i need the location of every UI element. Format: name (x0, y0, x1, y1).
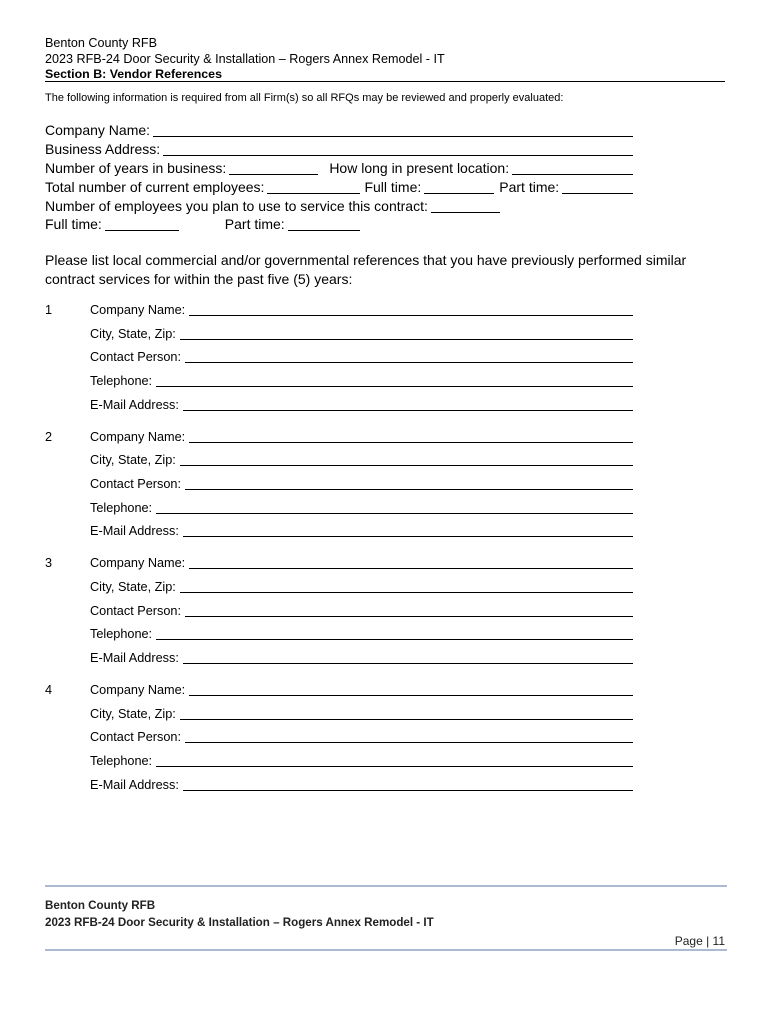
reference-3-e-mail-address-field[interactable] (183, 650, 633, 664)
reference-3-telephone-row (90, 626, 633, 650)
contract-employees-field[interactable] (431, 197, 500, 213)
reference-2-e-mail-address-row (90, 523, 633, 547)
city-state-zip-label: City, State, Zip: (90, 326, 176, 341)
telephone-label: Telephone: (90, 754, 153, 769)
reference-1-city-state-zip-field[interactable] (180, 326, 633, 340)
reference-2-telephone-field[interactable] (156, 500, 633, 514)
contract-staffing-row (45, 215, 633, 234)
reference-3-city-state-zip-row (90, 579, 633, 603)
references-intro-text: Please list local commercial and/or governmental references that you have previously performed similar contract services for within the past five (5) years: (45, 252, 687, 287)
reference-1-telephone-row (90, 373, 633, 397)
contract-employees-label: Number of employees you plan to use to service this contract: (45, 197, 428, 214)
reference-1-e-mail-address-field[interactable] (183, 397, 633, 411)
reference-2-city-state-zip-field[interactable] (180, 452, 633, 466)
reference-number: 2 (45, 429, 53, 444)
e-mail-address-label: E-Mail Address: (90, 524, 179, 539)
total-employees-label: Total number of current employees: (45, 178, 265, 195)
reference-3-contact-person-field[interactable] (185, 603, 633, 617)
reference-3-contact-person-row (90, 603, 633, 627)
contract-full-time-label: Full time: (45, 216, 102, 233)
footer-top-divider (45, 885, 727, 887)
reference-2-group (45, 429, 633, 548)
contract-employees-row (45, 197, 633, 216)
contract-part-time-label: Part time: (224, 216, 285, 233)
reference-2-contact-person-field[interactable] (185, 476, 633, 490)
company-info-section (45, 121, 633, 234)
total-employees-row (45, 178, 633, 197)
header-organization: Benton County RFB (45, 36, 158, 50)
reference-3-telephone-field[interactable] (156, 626, 633, 640)
full-time-employees-field[interactable] (424, 178, 494, 194)
company-name-label: Company Name: (45, 122, 151, 138)
business-address-field[interactable] (163, 140, 633, 156)
part-time-label: Part time: (499, 178, 560, 195)
full-time-label: Full time: (364, 178, 422, 195)
reference-2-company-name-field[interactable] (189, 429, 633, 443)
reference-3-e-mail-address-row (90, 650, 633, 674)
reference-4-company-name-row (90, 682, 633, 706)
references-list (45, 302, 633, 809)
years-in-business-row (45, 159, 633, 178)
contact-person-label: Contact Person: (90, 603, 181, 618)
years-in-business-label: Number of years in business: (45, 159, 227, 176)
reference-4-city-state-zip-row (90, 706, 633, 730)
part-time-employees-field[interactable] (562, 178, 633, 194)
page-number: Page | 11 (674, 934, 725, 948)
reference-4-group (45, 682, 633, 801)
footer-project-title: 2023 RFB-24 Door Security & Installation – Rogers Annex Remodel - IT (45, 916, 434, 929)
present-location-label: How long in present location: (329, 159, 510, 176)
reference-1-contact-person-row (90, 349, 633, 373)
reference-3-group (45, 555, 633, 674)
telephone-label: Telephone: (90, 627, 153, 642)
company-name-label: Company Name: (90, 303, 186, 317)
contact-person-label: Contact Person: (90, 477, 181, 492)
reference-2-telephone-row (90, 500, 633, 524)
e-mail-address-label: E-Mail Address: (90, 397, 179, 412)
years-in-business-field[interactable] (229, 159, 318, 175)
reference-4-telephone-row (90, 753, 633, 777)
section-title: Section B: Vendor References (45, 67, 725, 82)
telephone-label: Telephone: (90, 500, 153, 515)
reference-4-telephone-field[interactable] (156, 753, 633, 767)
reference-4-company-name-field[interactable] (189, 682, 633, 696)
reference-3-city-state-zip-field[interactable] (180, 579, 633, 593)
reference-1-e-mail-address-row (90, 397, 633, 421)
reference-4-e-mail-address-row (90, 777, 633, 801)
e-mail-address-label: E-Mail Address: (90, 777, 179, 792)
reference-2-company-name-row (90, 429, 633, 453)
company-name-label: Company Name: (90, 556, 186, 571)
city-state-zip-label: City, State, Zip: (90, 580, 176, 595)
reference-number: 1 (45, 303, 53, 317)
header-project-title: 2023 RFB-24 Door Security & Installation – Rogers Annex Remodel - IT (45, 52, 445, 66)
reference-1-company-name-field[interactable] (189, 302, 633, 316)
reference-2-e-mail-address-field[interactable] (183, 523, 633, 537)
city-state-zip-label: City, State, Zip: (90, 453, 176, 468)
e-mail-address-label: E-Mail Address: (90, 651, 179, 666)
company-name-field[interactable] (153, 121, 633, 137)
reference-number: 3 (45, 556, 53, 571)
reference-3-company-name-row (90, 555, 633, 579)
contract-part-time-field[interactable] (288, 215, 360, 231)
reference-number: 4 (45, 683, 53, 698)
present-location-field[interactable] (512, 159, 633, 175)
section-intro-text: The following information is required from all Firm(s) so all RFQs may be reviewed and properly evaluated: (45, 92, 564, 104)
contract-full-time-field[interactable] (105, 215, 179, 231)
footer-bottom-divider (45, 949, 727, 951)
reference-4-contact-person-field[interactable] (185, 729, 633, 743)
reference-4-city-state-zip-field[interactable] (180, 706, 633, 720)
business-address-row (45, 140, 633, 159)
reference-1-contact-person-field[interactable] (185, 349, 633, 363)
reference-2-contact-person-row (90, 476, 633, 500)
reference-1-telephone-field[interactable] (156, 373, 633, 387)
reference-1-group (45, 302, 633, 421)
reference-1-city-state-zip-row (90, 326, 633, 350)
contact-person-label: Contact Person: (90, 350, 181, 365)
business-address-label: Business Address: (45, 140, 161, 157)
telephone-label: Telephone: (90, 374, 153, 389)
company-name-row (45, 121, 633, 140)
reference-4-contact-person-row (90, 729, 633, 753)
page-header (45, 35, 725, 82)
total-employees-field[interactable] (267, 178, 360, 194)
reference-4-e-mail-address-field[interactable] (183, 777, 633, 791)
company-name-label: Company Name: (90, 683, 186, 698)
reference-1-company-name-row (90, 302, 633, 326)
reference-2-city-state-zip-row (90, 452, 633, 476)
footer-organization: Benton County RFB (45, 899, 156, 912)
contact-person-label: Contact Person: (90, 730, 181, 745)
company-name-label: Company Name: (90, 429, 186, 444)
city-state-zip-label: City, State, Zip: (90, 706, 176, 721)
reference-3-company-name-field[interactable] (189, 555, 633, 569)
